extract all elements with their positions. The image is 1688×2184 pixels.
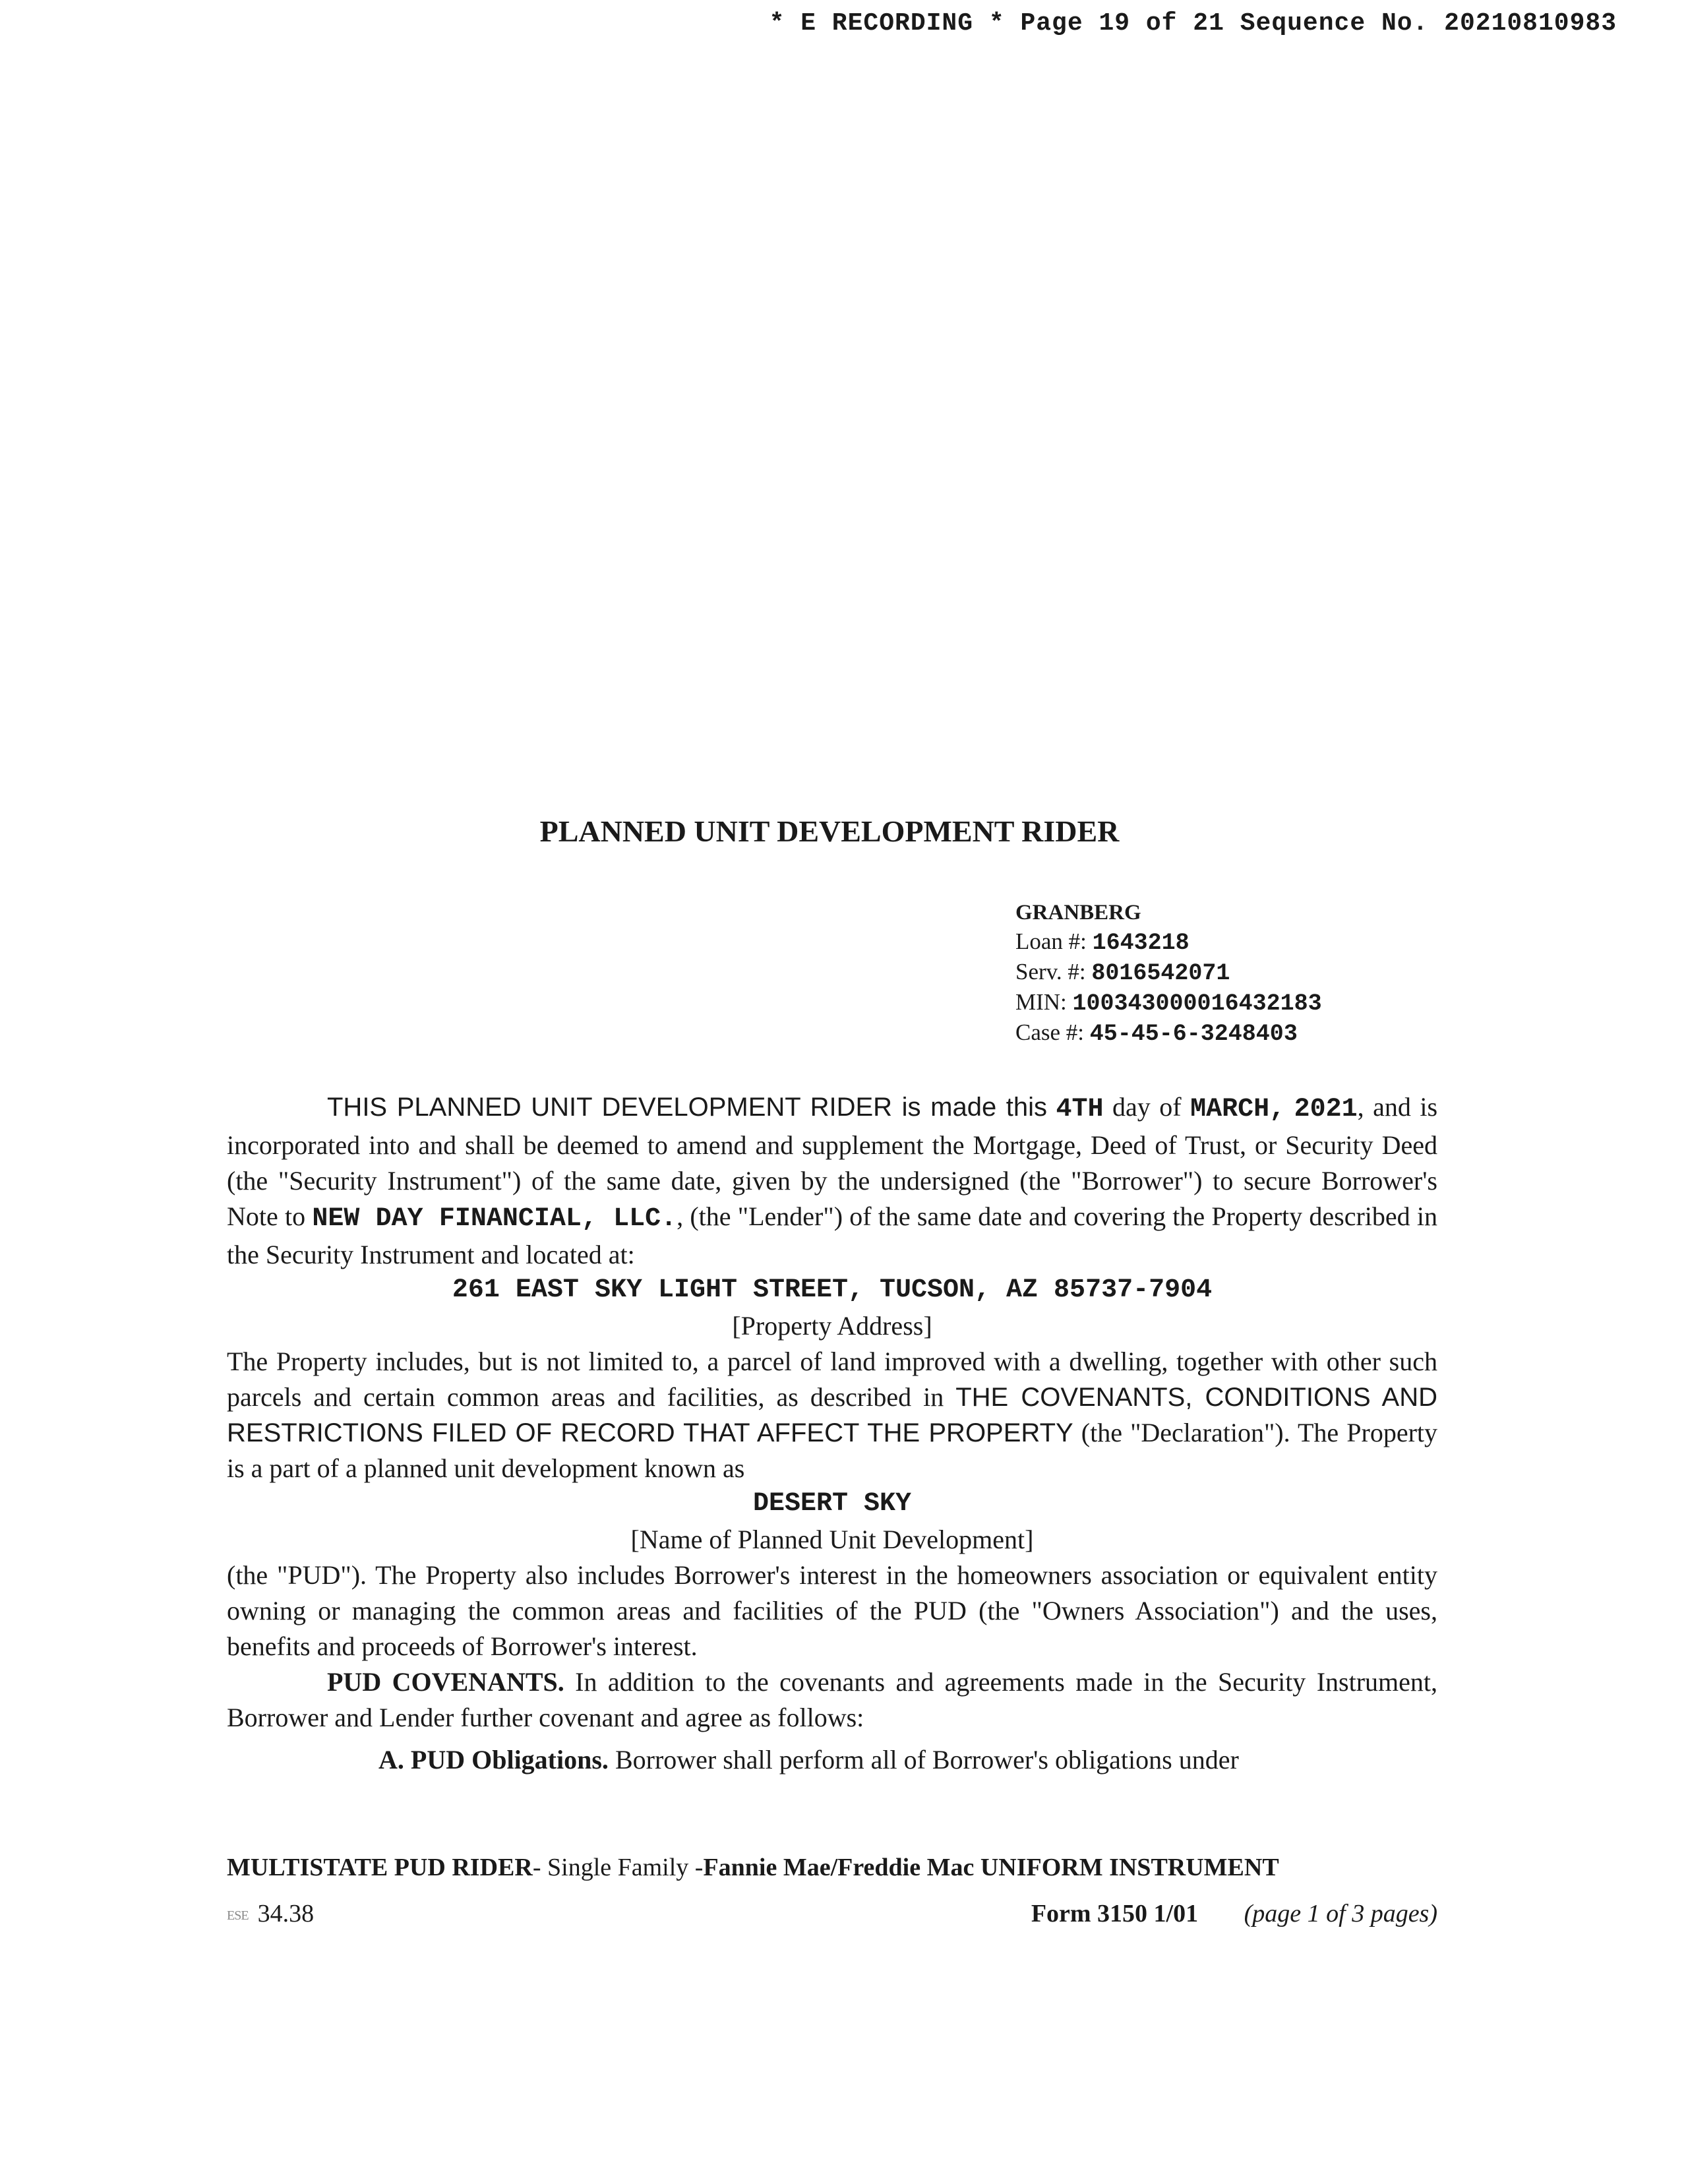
serv-number-value: 8016542071 (1091, 960, 1230, 986)
property-description-text-1: The Property includes, but is not limited to, a parcel of land improved with a dwelling, together with other such parcels and certain common areas and facilities, as described in (227, 1347, 1437, 1412)
property-description-paragraph (227, 1344, 1437, 1486)
pud-name-caption: [Name of Planned Unit Development] (630, 1525, 1034, 1554)
loan-identifiers (1015, 898, 1322, 1048)
pud-obligations-text: Borrower shall perform all of Borrower's obligations under (615, 1745, 1239, 1774)
serv-number-label: Serv. #: (1015, 959, 1086, 985)
form-title-footer (227, 1853, 1437, 1882)
property-address: 261 EAST SKY LIGHT STREET, TUCSON, AZ 85737-7904 (452, 1275, 1213, 1305)
pud-covenants-text: In addition to the covenants and agreements made in the Security Instrument, Borrower and Lender further covenant and agree as follows: (227, 1667, 1438, 1732)
min-number-row (1015, 988, 1322, 1018)
serv-number-row (1015, 957, 1322, 988)
rider-day-of: day of (1112, 1092, 1182, 1122)
intro-paragraph (227, 1089, 1437, 1273)
rider-year: 2021 (1294, 1095, 1358, 1124)
loan-number-row (1015, 927, 1322, 957)
rider-day: 4TH (1056, 1095, 1104, 1124)
property-address-caption: [Property Address] (732, 1311, 932, 1341)
form-title-mid: - Single Family - (532, 1854, 704, 1881)
rider-month: MARCH, (1190, 1095, 1286, 1124)
lender-name: NEW DAY FINANCIAL, LLC. (312, 1204, 677, 1234)
form-title-bold-2: Fannie Mae/Freddie Mac UNIFORM INSTRUMENT (703, 1854, 1279, 1881)
loan-number-value: 1643218 (1092, 930, 1190, 956)
intro-lead: THIS PLANNED UNIT DEVELOPMENT RIDER is made this (327, 1093, 1048, 1122)
recording-header: * E RECORDING * Page 19 of 21 Sequence No. 20210810983 (769, 9, 1617, 38)
loan-number-label: Loan #: (1015, 928, 1087, 954)
intro-text-2: , (the "Lender") of the same date and covering the Property described in the Security Instrument and located at: (227, 1201, 1437, 1269)
min-number-value: 100343000016432183 (1072, 990, 1322, 1017)
form-number-and-page (1031, 1899, 1437, 1928)
case-number-label: Case #: (1015, 1019, 1085, 1045)
form-title-bold: MULTISTATE PUD RIDER (227, 1854, 533, 1881)
pud-obligations-paragraph (227, 1742, 1437, 1778)
intro-text-1: , and is incorporated into and shall be deemed to amend and supplement the Mortgage, Deed of Trust, or Security Deed (the "Security Instrument") of the same date, given by the undersigned (the "Borrower") to secure Borrower's Note to (227, 1092, 1438, 1231)
document-title: PLANNED UNIT DEVELOPMENT RIDER (539, 814, 1120, 848)
borrower-name: GRANBERG (1015, 901, 1141, 925)
pud-obligations-heading: A. PUD Obligations. (378, 1745, 609, 1774)
case-number-row (1015, 1018, 1322, 1048)
page-info: (page 1 of 3 pages) (1244, 1900, 1437, 1927)
pud-covenants-heading: PUD COVENANTS. (327, 1667, 564, 1697)
form-info-footer (227, 1899, 1437, 1928)
case-number-value: 45-45-6-3248403 (1089, 1021, 1298, 1047)
declaration-name: THE COVENANTS, CONDITIONS AND RESTRICTIONS FILED OF RECORD THAT AFFECT THE PROPERTY (227, 1383, 1438, 1447)
owners-association-paragraph: (the "PUD"). The Property also includes Borrower's interest in the homeowners association or equivalent entity owning or managing the common areas and facilities of the PUD (the "Owners Association") and the uses, benefits and proceeds of Borrower's interest. (227, 1560, 1437, 1661)
property-description-text-2: (the "Declaration"). The Property is a part of a planned unit development known as (227, 1418, 1438, 1483)
form-number: Form 3150 1/01 (1031, 1900, 1199, 1927)
pud-covenants-paragraph (227, 1664, 1437, 1736)
pud-name: DESERT SKY (752, 1489, 912, 1519)
ellie-mae-logo-icon: ESE (227, 1908, 249, 1923)
rider-body (227, 1089, 1437, 1778)
min-number-label: MIN: (1015, 989, 1067, 1015)
form-version: 34.38 (257, 1900, 315, 1927)
